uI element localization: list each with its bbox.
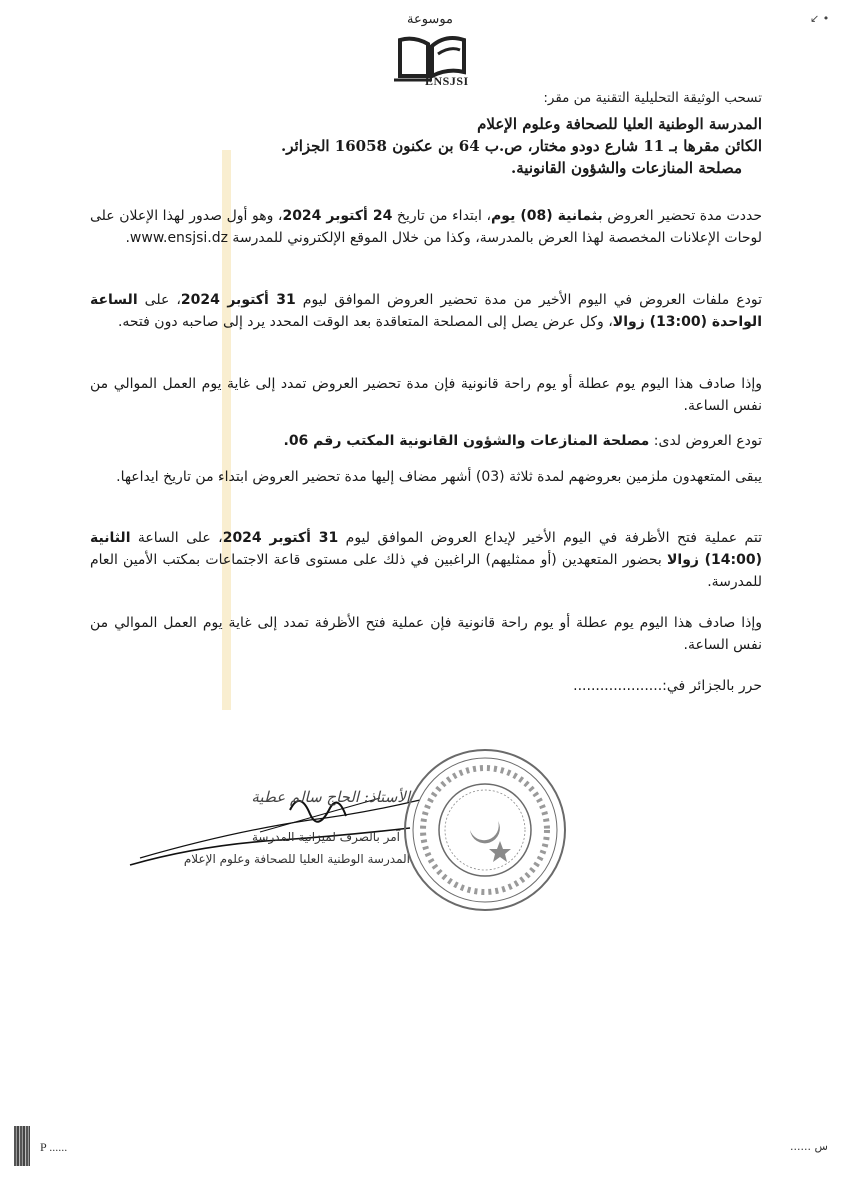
text-span: حددت مدة تحضير العروض xyxy=(602,208,762,224)
organization-block xyxy=(90,113,762,179)
paragraph-deposit-location xyxy=(90,430,762,452)
bold-time: الساعة الواحدة (13:00) زوالا xyxy=(90,292,762,330)
text-span: تودع العروض لدى: xyxy=(649,433,762,449)
logo-name: ENSJSI xyxy=(425,74,469,88)
school-logo xyxy=(378,8,488,94)
org-address: الكائن مقرها بـ 11 شارع دودو مختار، ص.ب 64 بن عكنون 16058 الجزائر. xyxy=(281,137,762,155)
website-link[interactable]: www.ensjsi.dz xyxy=(129,230,228,246)
text-span: ، ابتداء من تاريخ xyxy=(392,208,492,224)
org-department: مصلحة المنازعات والشؤون القانونية. xyxy=(511,159,742,177)
org-name: المدرسة الوطنية العليا للصحافة وعلوم الإعلام xyxy=(477,115,762,133)
signature-block xyxy=(110,770,440,890)
logo-motto: موسوعة xyxy=(406,12,453,27)
intro-line: تسحب الوثيقة التحليلية التقنية من مقر: xyxy=(543,90,762,106)
text-span: ، وكل عرض يصل إلى المصلحة المتعاقدة بعد الوقت المحدد يرد إلى صاحبه دون فتحه. xyxy=(117,314,613,330)
text-span: بحضور المتعهدين (أو ممثليهم) الراغبين في ذلك على مستوى قاعة الاجتماعات بمكتب الأمين العام للمدرسة. xyxy=(90,552,762,590)
bold-date: 31 أكتوبر 2024 xyxy=(222,530,339,546)
paragraph-opening-extension: وإذا صادف هذا اليوم يوم عطلة أو يوم راحة قانونية فإن عملية فتح الأظرفة تمدد إلى غاية يوم العمل الموالي من نفس الساعة. xyxy=(90,615,762,653)
made-in-label: حرر بالجزائر في: xyxy=(662,678,762,694)
signatory-role: آمر بالصرف لميزانية المدرسة xyxy=(251,830,400,844)
bold-office: مصلحة المنازعات والشؤون القانونية المكتب رقم 06. xyxy=(283,433,650,449)
footer-left xyxy=(14,1126,74,1166)
official-stamp-icon xyxy=(400,745,570,915)
text-span: تتم عملية فتح الأظرفة في اليوم الأخير لإيداع العروض الموافق ليوم xyxy=(338,530,762,546)
corner-mark-icon: ↙ • xyxy=(810,12,830,25)
bold-date: 31 أكتوبر 2024 xyxy=(180,292,296,308)
page-mark-right: س ...... xyxy=(790,1140,828,1153)
paragraph-holiday-extension: وإذا صادف هذا اليوم يوم عطلة أو يوم راحة قانونية فإن مدة تحضير العروض تمدد إلى غاية يوم العمل الموالي من نفس الساعة. xyxy=(90,376,762,414)
made-in-line xyxy=(90,678,762,694)
signatory-school: المدرسة الوطنية العليا للصحافة وعلوم الإعلام xyxy=(183,852,410,866)
text-span: ، على xyxy=(137,292,181,308)
scan-strip-icon xyxy=(14,1126,30,1166)
paragraph-opening xyxy=(90,527,762,593)
signatory-name: الأستاذ: الحاج سالم عطية xyxy=(251,788,410,806)
text-span: تودع ملفات العروض في اليوم الأخير من مدة تحضير العروض الموافق ليوم xyxy=(295,292,762,308)
paragraph-offer-period: حددت مدة تحضير العروض بثمانية (08) يوم، ابتداء من تاريخ 24 أكتوبر 2024، وهو أول صدور لهذا الإعلان على لوحات الإعلانات المخصصة لهذا العرض بالمدرسة، وكذا من خلال الموقع الإلكتروني للمدرسة www.ensjsi.dz. xyxy=(90,208,762,246)
bold-date: 24 أكتوبر 2024 xyxy=(282,208,393,224)
text-span: ، وهو أول صدور لهذا الإعلان على لوحات الإعلانات المخصصة لهذا العرض بالمدرسة، وكذا من خلال الموقع الإلكتروني للمدرسة xyxy=(90,208,762,246)
text-span: ، على الساعة xyxy=(130,530,223,546)
paragraph-deposit xyxy=(90,289,762,333)
paragraph-validity: يبقى المتعهدون ملزمين بعروضهم لمدة ثلاثة (03) أشهر مضاف إليها مدة تحضير العروض ابتداء من تاريخ ايداعها. xyxy=(116,469,762,485)
made-in-dots: .................... xyxy=(573,678,663,694)
bold-duration: بثمانية (08) يوم xyxy=(491,208,603,224)
page-mark-left: P ...... xyxy=(40,1140,68,1154)
bold-time: الثانية (14:00) زوالا xyxy=(90,530,762,568)
